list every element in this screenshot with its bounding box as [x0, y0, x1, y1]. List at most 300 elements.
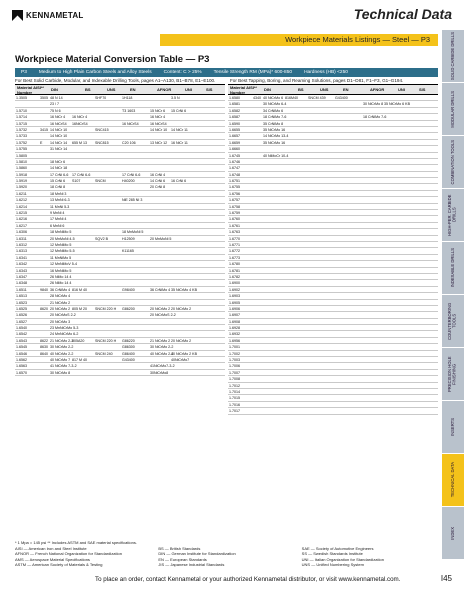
table-cell: 6 MnNi 6: [50, 223, 65, 228]
table-cell: [262, 351, 284, 356]
table-cell: [170, 101, 191, 106]
table-cell: [170, 242, 191, 247]
kennametal-logo-icon: [12, 10, 23, 21]
side-tab[interactable]: [442, 507, 464, 560]
table-cell: [284, 178, 307, 183]
table-cell: [252, 331, 262, 336]
table-cell: [252, 242, 262, 247]
table-cell: [307, 216, 334, 221]
table-cell: 40 NiCrMo 2 KB: [171, 351, 197, 356]
table-cell: [307, 178, 334, 183]
table-cell: 23 MnNiCrMo 5-3: [50, 326, 79, 331]
table-cell: [362, 204, 383, 209]
table-cell: [252, 191, 262, 196]
table-cell: [307, 395, 334, 400]
table-cell: [383, 395, 404, 400]
table-cell: 35 NiCrMo 16: [263, 140, 286, 145]
table-cell: [284, 229, 307, 234]
table-cell: [307, 338, 334, 343]
table-cell: [362, 300, 383, 305]
table-cell: [252, 255, 262, 260]
table-cell: [252, 101, 262, 106]
table-cell: [284, 383, 307, 388]
table-cell: [170, 210, 191, 215]
side-tab[interactable]: [442, 30, 464, 83]
spec-note-left: For Best Solid Carbide, Modular, and Indexable Drilling Tools, pages A1–A130, B1–B78, E1–E100.: [15, 78, 216, 83]
side-tab[interactable]: [442, 83, 464, 136]
table-cell: [71, 197, 94, 202]
table-cell: 14 CrNi 6: [150, 179, 166, 184]
table-cell: [383, 140, 404, 145]
table-cell: [94, 210, 121, 215]
table-cell: [284, 280, 307, 285]
table-cell: [94, 300, 121, 305]
table-cell: 18 CrNiMo 7-6: [263, 115, 287, 120]
table-cell: [383, 127, 404, 132]
table-cell: [252, 248, 262, 253]
table-cell: SNCM 240: [95, 351, 113, 356]
table-cell: 1.6348: [16, 281, 27, 286]
table-cell: [334, 357, 362, 362]
table-cell: [334, 242, 362, 247]
table-cell: 16 CrNi 6: [171, 179, 187, 184]
table-cell: 1.7007: [229, 370, 240, 375]
table-cell: 18 NiCr 6: [50, 159, 66, 164]
table-cell: [94, 255, 121, 260]
table-cell: G98400: [122, 287, 135, 292]
table-cell: [262, 248, 284, 253]
side-tab[interactable]: [442, 454, 464, 507]
table-cell: [252, 363, 262, 368]
table-cell: [39, 370, 49, 375]
table-cell: [262, 216, 284, 221]
table-cell: 1.6545: [16, 345, 27, 350]
table-cell: [121, 312, 149, 317]
table-cell: [362, 242, 383, 247]
table-cell: [362, 395, 383, 400]
table-cell: [362, 255, 383, 260]
table-cell: [252, 344, 262, 349]
column-header: SIS: [206, 87, 213, 92]
table-cell: [307, 248, 334, 253]
table-cell: [149, 223, 170, 228]
table-cell: 13 MnNi 6-3: [50, 198, 70, 203]
table-cell: [284, 127, 307, 132]
table-cell: 21 NiCrMo 2: [150, 338, 171, 343]
table-cell: [362, 344, 383, 349]
table-cell: [383, 287, 404, 292]
table-cell: [94, 153, 121, 158]
table-cell: [307, 204, 334, 209]
table-cell: [252, 306, 262, 311]
table-cell: [94, 357, 121, 362]
table-cell: [94, 287, 121, 292]
table-cell: 15 CrNi 6: [50, 179, 66, 184]
table-cell: 23 / 7: [50, 102, 59, 107]
table-cell: [284, 357, 307, 362]
side-tab-label: HIGH-PER. CARBIDE DRILLS: [447, 194, 457, 236]
table-cell: [39, 325, 49, 330]
table-cell: 16 NiCr 4: [50, 115, 66, 120]
table-cell: [170, 172, 191, 177]
section-title: Technical Data: [353, 6, 452, 22]
page-footer: [0, 572, 464, 594]
table-cell: [383, 357, 404, 362]
table-cell: [383, 223, 404, 228]
table-cell: [362, 408, 383, 413]
table-cell: [383, 242, 404, 247]
table-cell: [307, 197, 334, 202]
table-cell: 40 NiCrMo 6: [263, 96, 284, 100]
table-cell: [39, 101, 49, 106]
table-cell: [383, 351, 404, 356]
table-cell: 1.5810: [16, 159, 27, 164]
spec-note-right: For Best Tapping, Boring, and Reaming Solutions, pages D1–D81, F1–F3, G1–G194.: [230, 78, 404, 83]
table-cell: [71, 191, 94, 196]
table-cell: [383, 325, 404, 330]
table-cell: 3505: [40, 96, 48, 100]
table-cell: T3 1603: [122, 108, 136, 113]
table-cell: [307, 306, 334, 311]
table-cell: [121, 101, 149, 106]
table-cell: 1.6781: [229, 268, 240, 273]
table-cell: [121, 280, 149, 285]
table-cell: [334, 197, 362, 202]
table-cell: 26 NiMo 14 4: [50, 274, 72, 279]
table-cell: [284, 191, 307, 196]
table-cell: 1.6660: [229, 147, 240, 152]
side-tab-label: COUNTERBORING TOOLS: [447, 302, 457, 340]
table-cell: [383, 229, 404, 234]
table-cell: [307, 242, 334, 247]
table-cell: [362, 319, 383, 324]
table-cell: [170, 261, 191, 266]
table-cell: 1.6312: [16, 242, 27, 247]
side-tab[interactable]: [442, 136, 464, 189]
table-cell: 1.6745: [229, 153, 240, 158]
table-cell: 1.6780: [229, 262, 240, 267]
table-cell: [262, 331, 284, 336]
table-cell: [94, 172, 121, 177]
table-cell: [362, 216, 383, 221]
table-cell: [383, 363, 404, 368]
table-cell: [71, 312, 94, 317]
table-cell: [252, 280, 262, 285]
table-cell: [252, 402, 262, 407]
table-cell: [334, 351, 362, 356]
table-cell: [334, 306, 362, 311]
table-cell: [94, 242, 121, 247]
table-cell: [307, 357, 334, 362]
table-cell: [383, 133, 404, 138]
table-cell: 12 MnNiMoV 5-4: [50, 262, 77, 267]
table-cell: [252, 236, 262, 241]
table-cell: 1.6902: [229, 287, 240, 292]
subtitle-bar: [160, 34, 438, 46]
table-cell: [170, 133, 191, 138]
table-cell: 8640: [40, 351, 48, 356]
table-cell: [71, 331, 94, 336]
table-cell: [121, 133, 149, 138]
spec-tensile: Tensile Strength RM (MPa)* 600-850: [213, 70, 293, 75]
table-cell: G86220: [122, 338, 135, 343]
table-cell: [39, 146, 49, 151]
table-cell: [383, 95, 404, 100]
table-cell: [149, 197, 170, 202]
side-tabs: [442, 30, 464, 570]
table-cell: [334, 268, 362, 273]
table-cell: [307, 408, 334, 413]
table-cell: [121, 127, 149, 132]
table-cell: [94, 229, 121, 234]
table-cell: [383, 376, 404, 381]
table-cell: [149, 255, 170, 260]
table-cell: [307, 351, 334, 356]
side-tab[interactable]: [442, 348, 464, 401]
table-cell: [94, 363, 121, 368]
page-header: [0, 0, 464, 30]
table-cell: [334, 408, 362, 413]
table-cell: [262, 165, 284, 170]
table-cell: 8630: [40, 345, 48, 350]
table-cell: [383, 146, 404, 151]
table-cell: [71, 293, 94, 298]
table-cell: [121, 255, 149, 260]
table-cell: 1.6543: [16, 338, 27, 343]
footnote-item: AMS — Aerospace Material Specifications: [15, 556, 90, 562]
table-cell: [71, 229, 94, 234]
table-cell: 1.6570: [16, 370, 27, 375]
table-cell: [383, 197, 404, 202]
table-cell: [334, 121, 362, 126]
table-cell: [121, 159, 149, 164]
table-cell: [383, 184, 404, 189]
side-tab[interactable]: [442, 189, 464, 242]
table-cell: [362, 268, 383, 273]
footnote-item: SAE — Society of Automotive Engineers: [301, 545, 374, 551]
table-cell: 1.6542: [16, 332, 27, 337]
table-cell: [39, 133, 49, 138]
table-cell: 1.6770: [229, 236, 240, 241]
table-cell: 16 NiCrS4: [122, 121, 139, 126]
table-cell: 18 MnMoNi 5: [122, 230, 144, 235]
table-cell: 16NiCrS4: [72, 121, 88, 126]
table-cell: [262, 383, 284, 388]
table-cell: [334, 312, 362, 317]
side-tab[interactable]: [442, 295, 464, 348]
table-cell: 1.6590: [229, 121, 240, 126]
table-cell: [149, 261, 170, 266]
table-cell: [252, 370, 262, 375]
table-cell: [307, 229, 334, 234]
table-cell: 1.5755: [16, 147, 27, 152]
table-cell: [170, 146, 191, 151]
table-cell: [362, 153, 383, 158]
table-cell: 1.7008: [229, 377, 240, 382]
table-cell: 1.5860: [16, 166, 27, 171]
table-cell: [362, 293, 383, 298]
table-cell: [170, 370, 191, 375]
table-cell: 1.5752: [16, 140, 27, 145]
table-cell: [362, 325, 383, 330]
table-cell: [334, 127, 362, 132]
table-cell: [262, 300, 284, 305]
table-cell: 14 NiCr 18: [50, 166, 68, 171]
table-cell: [362, 248, 383, 253]
side-tab[interactable]: [442, 401, 464, 454]
table-cell: 1.6900: [229, 281, 240, 286]
table-cell: 1.6581: [229, 102, 240, 107]
table-cell: 3.5 N: [171, 96, 180, 100]
table-cell: [284, 101, 307, 106]
table-cell: G43400: [335, 96, 348, 100]
table-cell: [94, 216, 121, 221]
table-cell: 1.6313: [16, 249, 27, 254]
table-cell: C20 106: [122, 140, 136, 145]
table-cell: 1.6580: [229, 96, 240, 100]
table-cell: [39, 300, 49, 305]
table-cell: [383, 300, 404, 305]
table-cell: [362, 261, 383, 266]
table-cell: [362, 178, 383, 183]
table-cell: [170, 121, 191, 126]
table-cell: 1.6217: [16, 223, 27, 228]
table-cell: 30 NiCrMo 8: [363, 102, 384, 107]
table-cell: 1.6540: [16, 326, 27, 331]
table-cell: [252, 197, 262, 202]
table-cell: [71, 344, 94, 349]
table-cell: [362, 127, 383, 132]
table-cell: 30 NiCrMo 8: [50, 370, 71, 375]
table-cell: 1.6582: [229, 108, 240, 113]
table-cell: 16 NiCrS4: [150, 121, 167, 126]
table-cell: [39, 274, 49, 279]
table-cell: [307, 287, 334, 292]
table-cell: 1.7014: [229, 389, 240, 394]
table-cell: [383, 159, 404, 164]
table-cell: G43400: [122, 358, 135, 363]
table-cell: H12509: [122, 236, 135, 241]
table-cell: [94, 197, 121, 202]
table-cell: [262, 280, 284, 285]
table-cell: 20 NiCrMo 2: [150, 306, 171, 311]
table-cell: [284, 165, 307, 170]
column-header: AFNOR: [157, 87, 172, 92]
table-cell: [362, 165, 383, 170]
table-cell: [39, 184, 49, 189]
column-header: UNS: [107, 87, 116, 92]
table-cell: 805A20: [72, 338, 85, 343]
table-cell: 11 MnNiMo 5: [50, 255, 72, 260]
table-cell: [149, 280, 170, 285]
table-cell: [383, 370, 404, 375]
table-cell: [262, 344, 284, 349]
table-cell: 816 M 40: [72, 287, 87, 292]
footnote-item: UNI — Italian Organization for Standardization: [301, 556, 384, 562]
table-cell: [284, 312, 307, 317]
table-cell: [262, 376, 284, 381]
table-cell: 20 MnMoNi 5: [150, 236, 172, 241]
footnote-item: EN — European Standards: [158, 556, 207, 562]
table-cell: [307, 191, 334, 196]
table-cell: [334, 300, 362, 305]
table-cell: [252, 325, 262, 330]
table-cell: [307, 127, 334, 132]
column-header: AFNOR: [370, 87, 385, 92]
table-cell: [307, 210, 334, 215]
table-cell: [39, 312, 49, 317]
table-cell: [262, 268, 284, 273]
table-cell: 1.6747: [229, 166, 240, 171]
table-cell: [94, 261, 121, 266]
table-cell: [252, 408, 262, 413]
table-cell: [383, 389, 404, 394]
footnote-col: [158, 546, 291, 568]
table-cell: [170, 325, 191, 330]
table-cell: [362, 121, 383, 126]
table-cell: [362, 197, 383, 202]
table-cell: 1.5733: [16, 134, 27, 139]
table-cell: [334, 108, 362, 113]
table-cell: 30 NiCrMo 6-4: [263, 102, 287, 107]
spec-group: P3: [21, 70, 27, 75]
table-cell: [170, 159, 191, 164]
table-cell: [149, 268, 170, 273]
table-cell: [334, 140, 362, 145]
table-cell: 1.6523: [16, 300, 27, 305]
table-cell: 13 NiCr 12: [150, 140, 168, 145]
table-cell: [252, 153, 262, 158]
table-cell: [149, 133, 170, 138]
table-cell: [149, 216, 170, 221]
table-cell: [252, 159, 262, 164]
table-cell: [334, 402, 362, 407]
table-cell: [94, 165, 121, 170]
table-cell: [284, 184, 307, 189]
table-cell: [334, 261, 362, 266]
table-cell: [262, 159, 284, 164]
table-cell: [252, 178, 262, 183]
table-cell: [121, 325, 149, 330]
table-cell: [284, 287, 307, 292]
table-cell: [170, 300, 191, 305]
table-cell: [284, 133, 307, 138]
table-cell: [252, 133, 262, 138]
table-cell: 1.6903: [229, 294, 240, 299]
table-cell: [383, 408, 404, 413]
table-cell: [383, 165, 404, 170]
table-cell: [170, 114, 191, 119]
table-cell: [383, 153, 404, 158]
table-cell: [121, 274, 149, 279]
table-cell: [39, 165, 49, 170]
table-cell: [307, 402, 334, 407]
side-tab[interactable]: [442, 242, 464, 295]
table-cell: [262, 172, 284, 177]
table-cell: [307, 389, 334, 394]
table-cell: 28 NiCrMo 4: [50, 294, 71, 299]
table-cell: [362, 223, 383, 228]
table-cell: 1.6215: [16, 211, 27, 216]
table-cell: 21 NiCrMo 2-2: [50, 338, 74, 343]
table-cell: [170, 312, 191, 317]
table-cell: 9 MnNi 4: [50, 211, 65, 216]
table-cell: [121, 165, 149, 170]
table-cell: [262, 293, 284, 298]
table-cell: 35 NiCrMo 6 KB: [384, 102, 410, 107]
table-cell: 1H118: [122, 96, 133, 100]
table-cell: SNCM: [95, 179, 106, 184]
